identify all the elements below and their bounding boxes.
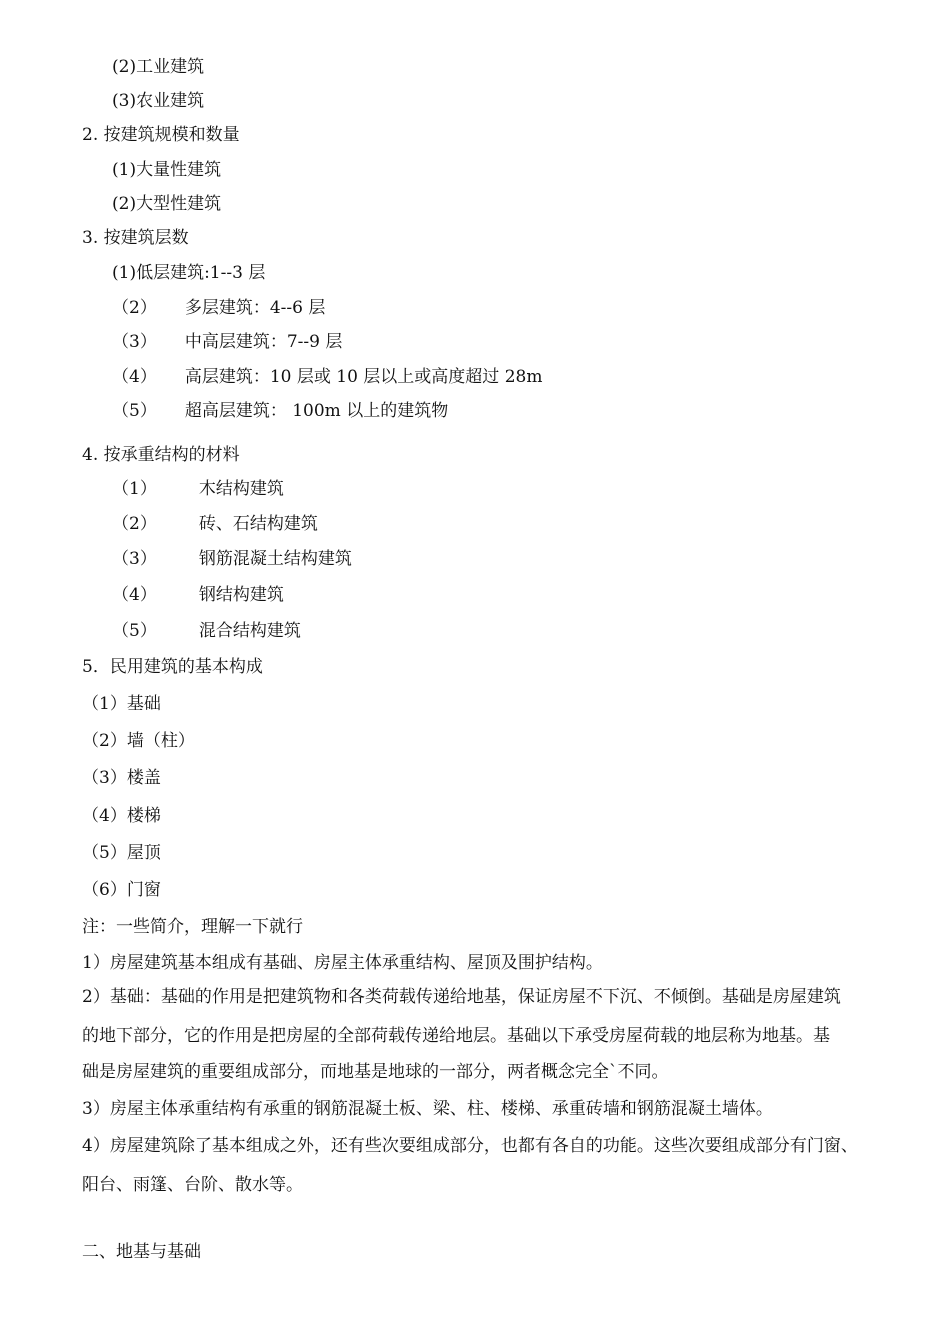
item-text: 中高层建筑：7--9 层 — [184, 332, 343, 352]
heading-text: 3. 按建筑层数 — [82, 228, 189, 248]
item-text: （4）楼梯 — [82, 806, 161, 826]
paragraph-text: 础是房屋建筑的重要组成部分，而地基是地球的一部分，两者概念完全`不同。 — [82, 1062, 669, 1082]
item-text: （2）墙（柱） — [82, 731, 195, 751]
list-item — [82, 731, 195, 751]
note-text — [82, 917, 303, 937]
item-text: 高层建筑：10 层或 10 层以上或高度超过 28m — [184, 367, 543, 387]
paragraph-line — [82, 1175, 303, 1195]
item-text: （5）屋顶 — [82, 843, 161, 863]
list-item — [112, 263, 265, 283]
item-text: (3)农业建筑 — [112, 91, 205, 111]
chapter-heading — [82, 1242, 201, 1262]
paragraph-line — [82, 1136, 858, 1156]
paragraph-line — [82, 1026, 830, 1046]
section-heading — [82, 445, 240, 465]
item-text: 钢筋混凝土结构建筑 — [198, 549, 352, 569]
item-number: （2） — [112, 298, 157, 318]
list-item — [112, 57, 204, 77]
paragraph-text: 4）房屋建筑除了基本组成之外，还有些次要组成部分，也都有各自的功能。这些次要组成部分有门窗、 — [82, 1136, 858, 1156]
list-item — [82, 843, 161, 863]
section-heading — [82, 657, 263, 677]
item-text: （3）楼盖 — [82, 768, 161, 788]
item-number: （5） — [112, 621, 157, 641]
list-item — [82, 806, 161, 826]
heading-text: 4. 按承重结构的材料 — [82, 445, 240, 465]
list-item — [112, 194, 221, 214]
item-number: （5） — [112, 401, 157, 421]
item-number: （1） — [112, 479, 157, 499]
item-number: （3） — [112, 549, 157, 569]
item-text: 混合结构建筑 — [198, 621, 301, 641]
heading-text: 二、地基与基础 — [82, 1242, 201, 1262]
paragraph-line — [82, 987, 841, 1007]
list-item — [112, 479, 284, 499]
paragraph-line — [82, 1099, 773, 1119]
list-item — [112, 367, 542, 387]
item-text: (2)大型性建筑 — [112, 194, 222, 214]
heading-text: 5．民用建筑的基本构成 — [82, 657, 263, 677]
paragraph-text: 的地下部分，它的作用是把房屋的全部荷载传递给地层。基础以下承受房屋荷载的地层称为地基。基 — [82, 1026, 830, 1046]
item-text: （1）基础 — [82, 694, 161, 714]
item-text: 多层建筑：4--6 层 — [184, 298, 326, 318]
list-item — [112, 585, 284, 605]
paragraph-text: 阳台、雨篷、台阶、散水等。 — [82, 1175, 303, 1195]
list-item — [112, 91, 204, 111]
list-item — [112, 298, 325, 318]
paragraph-text: 2）基础：基础的作用是把建筑物和各类荷载传递给地基，保证房屋不下沉、不倾倒。基础是房屋建筑 — [82, 987, 841, 1007]
section-heading — [82, 125, 240, 145]
paragraph-text: 1）房屋建筑基本组成有基础、房屋主体承重结构、屋顶及围护结构。 — [82, 953, 603, 973]
section-heading — [82, 228, 189, 248]
list-item — [82, 768, 161, 788]
item-number: （4） — [112, 585, 157, 605]
list-item — [112, 401, 448, 421]
heading-text: 2. 按建筑规模和数量 — [82, 125, 240, 145]
list-item — [112, 549, 352, 569]
item-number: （2） — [112, 514, 157, 534]
paragraph-text: 3）房屋主体承重结构有承重的钢筋混凝土板、梁、柱、楼梯、承重砖墙和钢筋混凝土墙体。 — [82, 1099, 773, 1119]
list-item — [82, 694, 161, 714]
item-text: (2)工业建筑 — [112, 57, 205, 77]
item-text: (1)低层建筑:1--3 层 — [112, 263, 266, 283]
item-text: 砖、石结构建筑 — [198, 514, 318, 534]
list-item — [112, 332, 342, 352]
paragraph-line — [82, 1062, 669, 1082]
item-number: （4） — [112, 367, 157, 387]
list-item — [112, 621, 301, 641]
item-number: （3） — [112, 332, 157, 352]
item-text: 超高层建筑： 100m 以上的建筑物 — [184, 401, 449, 421]
item-text: （6）门窗 — [82, 880, 161, 900]
list-item — [112, 514, 318, 534]
paragraph-line — [82, 953, 603, 973]
list-item — [112, 160, 221, 180]
item-text: (1)大量性建筑 — [112, 160, 222, 180]
list-item — [82, 880, 161, 900]
item-text: 钢结构建筑 — [198, 585, 284, 605]
note-label: 注：一些简介，理解一下就行 — [82, 917, 303, 937]
item-text: 木结构建筑 — [198, 479, 284, 499]
